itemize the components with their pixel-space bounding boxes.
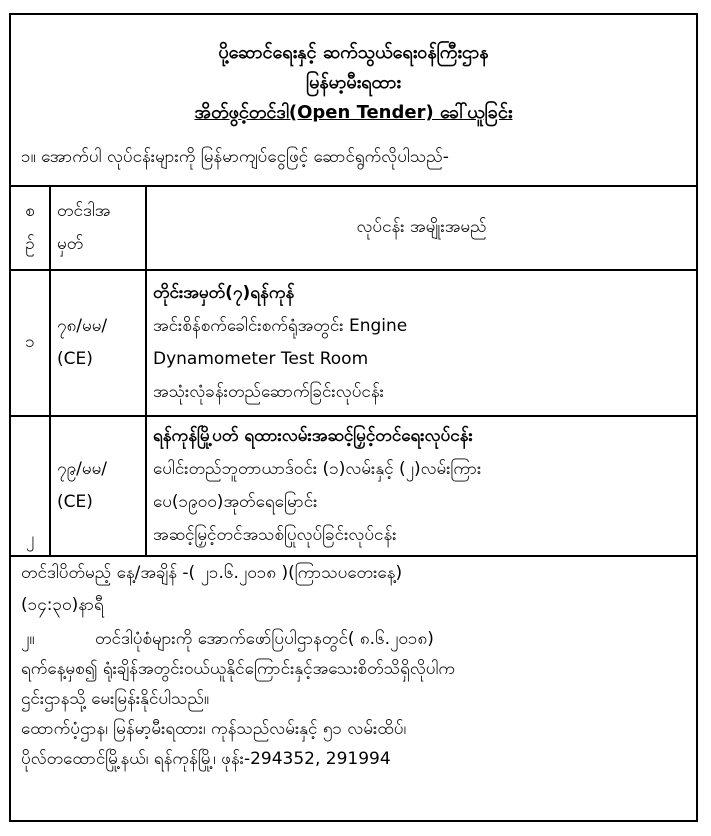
tender-forms-text: တင်ဒါပုံစံများကို အောက်ဖော်ပြပါဌာနတွင်( ၈.၆.၂၀၁၈) <box>95 629 434 649</box>
col-header-no-line2: ဉ် <box>25 234 35 254</box>
ministry-title: ပို့ဆောင်ရေးနှင့် ဆက်သွယ်ရေးဝန်ကြီးဌာန <box>218 42 489 63</box>
col-header-tender-line1: တင်ဒါအ <box>57 201 111 221</box>
row-no: ၁ <box>10 270 50 416</box>
tender-forms-text-2: ရက်နေ့မှစ၍ ရုံးချိန်အတွင်းဝယ်ယူနိုင်ကြောင်းနှင့်အသေးစိတ်သိရှိလိုပါက <box>21 659 456 679</box>
row-work-desc: အသုံးလုံခန်းတည်ဆောက်ခြင်းလုပ်ငန်း <box>153 382 384 402</box>
notice-title <box>11 101 696 125</box>
col-header-tender-line2: မှတ် <box>57 234 84 254</box>
intro-text: ၁။ အောက်ပါ လုပ်ငန်းများကို မြန်မာကျပ်ငွေဖြင့် ဆောင်ရွက်လိုပါသည်- <box>21 147 449 167</box>
row-tender-no <box>50 416 146 556</box>
office-address-phone: ပိုလ်တထောင်မြို့နယ်၊ ရန်ကုန်မြို့၊ ဖုန်း-294352, 291994 <box>21 749 391 769</box>
row-work-desc: Dynamometer Test Room <box>153 349 369 369</box>
row-work <box>146 270 697 416</box>
row-tender-no-line2: (CE) <box>57 349 93 369</box>
row-tender-no-line1: ၇၉/မမ/ <box>57 459 108 479</box>
row-work-desc: ပေ(၁၉၀၀)အုတ်ရေမြောင်း <box>153 492 318 512</box>
row-work-desc: ပေါင်းတည်ဘူတာယာဒ်ဝင်း (၁)လမ်းနှင့် (၂)လမ်းကြား <box>153 459 482 479</box>
table-header-row <box>10 186 697 270</box>
row-work-desc: အဆင့်မြှင့်တင်အသစ်ပြုလုပ်ခြင်းလုပ်ငန်း <box>153 525 397 545</box>
col-header-no-line1: စ <box>25 201 35 221</box>
tender-forms-text-3: ဌင်းဌာနသို့ မေးမြန်းနိုင်ပါသည်။ <box>21 689 210 709</box>
tender-notice <box>9 13 698 822</box>
table-row <box>10 416 697 556</box>
department-title: မြန်မာ့မီးရထား <box>306 72 401 93</box>
closing-time: (၁၄:၃၀)နာရီ <box>21 595 104 615</box>
col-header-no <box>10 186 50 270</box>
closing-date: တင်ဒါပိတ်မည့် နေ့/အချိန် -( ၂၁.၆.၂၀၁၈ )(ကြာသပတေးနေ့) <box>21 563 403 583</box>
notice-header <box>11 15 696 185</box>
paragraph-number: ၂။ <box>21 629 35 649</box>
tender-forms-paragraph <box>21 626 434 652</box>
tender-table <box>9 185 698 557</box>
row-no: ၂ <box>10 416 50 556</box>
row-work-title: ရန်ကုန်မြို့ပတ် ရထားလမ်းအဆင့်မြှင့်တင်ရေးလုပ်ငန်း <box>153 426 473 446</box>
notice-title-text: အိတ်ဖွင့်တင်ဒါ(Open Tender) ခေါ်ယူခြင်း <box>194 102 513 123</box>
row-work <box>146 416 697 556</box>
row-tender-no-line2: (CE) <box>57 492 93 512</box>
table-row <box>10 270 697 416</box>
office-address: ထောက်ပံ့ဌာန၊ မြန်မာ့မီးရထား၊ ကုန်သည်လမ်းနှင့် ၅၁ လမ်းထိပ်၊ <box>21 719 407 739</box>
row-work-desc: အင်းစိန်စက်ခေါင်းစက်ရုံအတွင်း Engine <box>153 316 408 336</box>
col-header-tender <box>50 186 146 270</box>
row-work-title: တိုင်းအမှတ်(၇)ရန်ကုန် <box>153 283 295 303</box>
row-tender-no-line1: ၇၈/မမ/ <box>57 316 108 336</box>
col-header-work: လုပ်ငန်း အမျိုးအမည် <box>146 186 697 270</box>
row-tender-no <box>50 270 146 416</box>
